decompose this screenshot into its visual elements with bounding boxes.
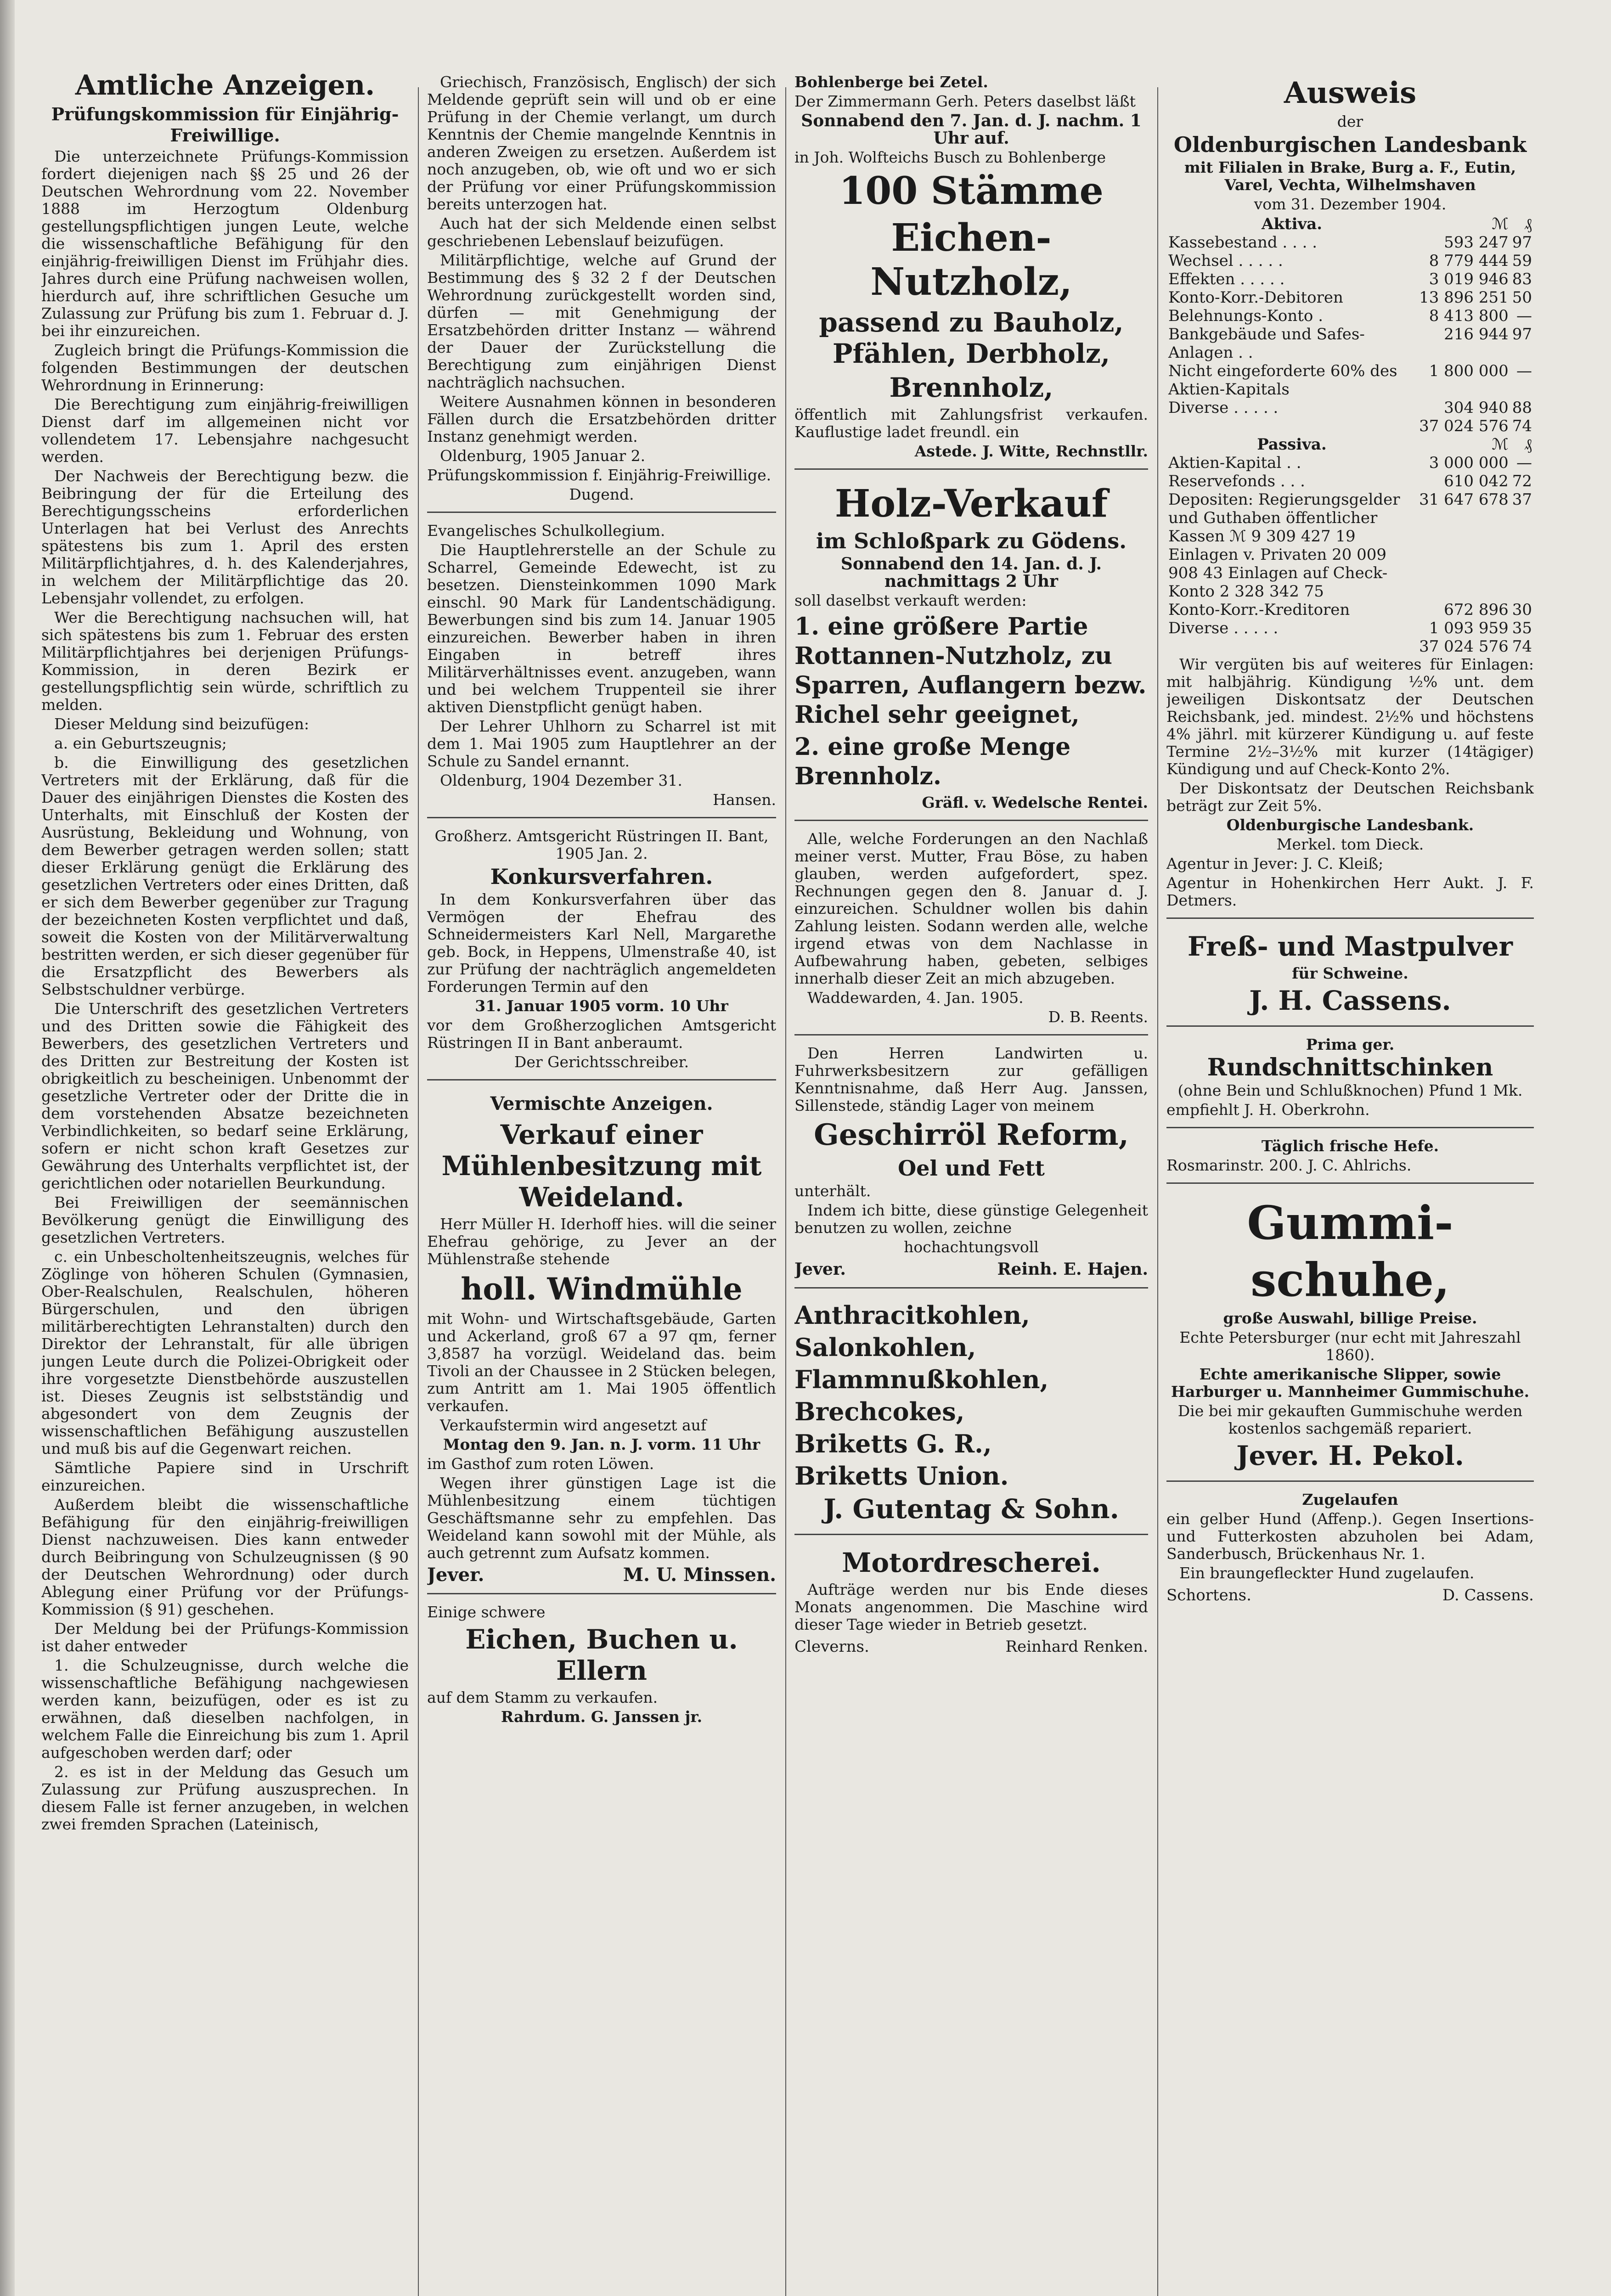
signature: Gräfl. v. Wedelsche Rentei. <box>922 793 1148 811</box>
signature-place: Jever. <box>794 1260 846 1279</box>
ad-text: der <box>1337 113 1363 130</box>
balance-row <box>1166 417 1534 435</box>
ad-holzverkauf <box>794 474 1148 821</box>
balance-pfennig: 30 <box>1512 601 1532 619</box>
aktiva-table <box>1166 215 1534 435</box>
balance-pfennig: 35 <box>1512 619 1532 637</box>
signature: J. Gutentag & Sohn. <box>823 1493 1119 1525</box>
balance-label: Wechsel . . . . . <box>1168 252 1283 270</box>
balance-mark: 31 647 678 <box>1419 490 1509 509</box>
notice-paragraph: Der Nachweis der Berechtigung bezw. die Beibringung der für die Erteilung des Berechtigungsscheins erforderlichen Unterlagen hat bei Verlust des Anrechts spätestens bis zum 1. April des ersten Militärpflichtjahres, d. h. des Kalenderjahres, in welchem der Militärpflichtige das 20. Lebensjahr vollendet, zu erfolgen. <box>41 467 409 607</box>
ad-text: Aufträge werden nur bis Ende dieses Monats angenommen. Die Maschine wird dieser Tage wieder in Betrieb gesetzt. <box>794 1581 1148 1633</box>
ad-title: Rundschnittschinken <box>1207 1053 1493 1081</box>
ad-konkurs <box>427 823 776 1080</box>
ad-highlight: Geschirröl Reform, <box>814 1118 1129 1152</box>
ad-text: im Gasthof zum roten Löwen. <box>427 1455 654 1473</box>
balance-label: Reservefonds . . . <box>1168 472 1305 490</box>
ad-title: Konkursverfahren. <box>490 864 713 889</box>
ad-text: Einige schwere <box>427 1603 546 1621</box>
ad-text: (ohne Bein und Schlußknochen) Pfund 1 Mk. <box>1177 1081 1523 1099</box>
signature-place: Jever. <box>427 1564 484 1586</box>
ad-signature <box>794 1258 1148 1281</box>
product-item: Briketts Union. <box>794 1461 1009 1491</box>
balance-pfennig: — <box>1516 362 1532 380</box>
balance-label: Kassebestand . . . . <box>1168 233 1318 252</box>
ad-highlight: passend zu Bauholz, Pfählen, Derbholz, <box>819 307 1124 369</box>
ad-text: Wir vergüten bis auf weiteres für Einlagen: mit halbjährig. Kündigung ½% unt. dem jeweiligen Diskontsatz der Deutschen Reichsbank, jed. mindest. 2½% und höchstens 4% jährl. mit kürzerer Kündigung u. auf feste Termine 2½–3½% mit kurzer (14tägiger) Kündigung und auf Check-Konto 2%. <box>1166 655 1534 778</box>
currency-pfennig: ₰ <box>1524 215 1532 233</box>
ad-heading: Bohlenberge bei Zetel. <box>794 73 988 91</box>
signature: Merkel. tom Dieck. <box>1276 835 1424 853</box>
ad-highlight: holl. Windmühle <box>461 1271 743 1307</box>
ad-text: unterhält. <box>794 1182 871 1200</box>
balance-pfennig: — <box>1516 307 1532 325</box>
ad-motordrescherei <box>794 1540 1148 1665</box>
ad-nachlass <box>794 826 1148 1035</box>
signature: Der Gerichtsschreiber. <box>514 1053 689 1071</box>
balance-pfennig: 50 <box>1512 288 1532 307</box>
balance-row <box>1166 325 1534 362</box>
notice-continuation <box>427 69 776 513</box>
ad-mastpulver <box>1166 923 1534 1027</box>
ad-text: Die Hauptlehrerstelle an der Schule zu Scharrel, Gemeinde Edewecht, ist zu besetzen. Diensteinkommen 1090 Mark einschl. 90 Mark für Landentschädigung. Bewerbungen sind bis zum 14. Januar 1905 einzureichen. Bewerber haben in ihren Eingaben in betreff ihres Militärverhältnisses event. anzugeben, wann und bei welchem Truppenteil sie ihrer aktiven Dienstpflicht genügt haben. <box>427 541 776 716</box>
balance-row <box>1166 233 1534 252</box>
balance-mark: 1 800 000 <box>1429 362 1509 380</box>
ad-item: 2. eine große Menge Brennholz. <box>794 733 1071 790</box>
ad-title: schuhe, <box>1250 1253 1450 1307</box>
balance-row <box>1166 601 1534 619</box>
balance-mark: 8 413 800 <box>1429 307 1509 325</box>
ad-schinken <box>1166 1031 1534 1128</box>
ad-text: öffentlich mit Zahlungsfrist verkaufen. Kauflustige ladet freundl. ein <box>794 405 1148 441</box>
ad-kohlen <box>794 1293 1148 1535</box>
balance-label: Depositen: Regierungsgelder und Guthaben öffentlicher Kassen ℳ 9 309 427 19 Einlagen v. Privaten 20 009 908 43 Einlagen auf Check-Konto 2 328 342 75 <box>1168 490 1400 601</box>
notice-paragraph: Außerdem bleibt die wissenschaftliche Befähigung für den einjährig-freiwilligen Dienst nachzuweisen. Dies kann entweder durch Beibringung von Schulzeugnissen (§ 90 der Deutschen Wehrordnung) oder durch Ablegung einer Prüfung vor der Prüfungs-Kommission (§ 91) geschehen. <box>41 1496 409 1618</box>
signature: Dugend. <box>569 485 634 503</box>
ad-signature <box>1166 1584 1534 1607</box>
notice-paragraph: Die unterzeichnete Prüfungs-Kommission fordert diejenigen nach §§ 25 und 26 der Deutschen Wehrordnung vom 22. November 1888 im Herzogtum Oldenburg gestellungspflichtigen jungen Leute, welche die wissenschaftliche Befähigung für den einjährig-freiwilligen Dienst im Frühjahr dies. Jahres durch eine Prüfung nachweisen wollen, hierdurch auf, ihre schriftlichen Gesuche um Zulassung zur Prüfung bis zum 1. Februar d. J. bei ihr einzureichen. <box>41 147 409 340</box>
notice-paragraph: 1. die Schulzeugnisse, durch welche die wissenschaftliche Befähigung nachgewiesen werden kann, beizufügen, oder es ist zu erwähnen, daß dieselben nachfolgen, in welchem Falle die Einreichung bis zum 1. April aufgeschoben werden darf; oder <box>41 1656 409 1761</box>
balance-mark: 216 944 <box>1444 325 1509 343</box>
ad-title: Holz-Verkauf <box>834 482 1108 526</box>
balance-date: vom 31. Dezember 1904. <box>1254 195 1447 213</box>
balance-label <box>1166 417 1417 435</box>
ad-text: Den Herren Landwirten u. Fuhrwerksbesitzern zur gefälligen Kenntnisnahme, daß Herr Aug. Janssen, Sillenstede, ständig Lager von meinem <box>794 1044 1148 1114</box>
ad-highlight: Eichen, Buchen u. Ellern <box>465 1624 738 1686</box>
ad-heading: Zugelaufen <box>1302 1491 1398 1508</box>
signature: Rahrdum. G. Janssen jr. <box>501 1708 703 1726</box>
signature: Jever. H. Pekol. <box>1236 1440 1464 1471</box>
notice-paragraph: c. ein Unbescholtenheitszeugnis, welches für Zöglinge von höheren Schulen (Gymnasien, Ober-Realschulen, Realschulen, höheren Bürgerschulen, und den übrigen militärberechtigten Lehranstalten) durch den Direktor der Lehranstalt, für alle übrigen jungen Leute durch die Polizei-Obrigkeit oder ihre vorgesetzte Dienstbehörde auszustellen ist. Dieses Zeugnis ist selbstständig und abgesondert von dem Zeugnis der wissenschaftlichen Befähigung auszustellen und muß bis auf die Gegenwart reichen. <box>41 1248 409 1458</box>
balance-row <box>1166 252 1534 270</box>
ad-text: Der Lehrer Uhlhorn zu Scharrel ist mit dem 1. Mai 1905 zum Hauptlehrer an der Schule zu Sandel ernannt. <box>427 717 776 770</box>
signature-name: D. Cassens. <box>1442 1586 1534 1604</box>
signature: empfiehlt J. H. Oberkrohn. <box>1166 1101 1370 1119</box>
signature: Hansen. <box>713 791 776 809</box>
ad-text: soll daselbst verkauft werden: <box>794 591 1027 609</box>
ad-text: ein gelber Hund (Affenp.). Gegen Insertions- und Futterkosten abzuholen bei Adam, Sanderbusch, Brückenhaus Nr. 1. <box>1166 1510 1534 1563</box>
ad-text: Alle, welche Forderungen an den Nachlaß meiner verst. Mutter, Frau Böse, zu haben glauben, werden aufgefordert, spez. Rechnungen gegen den 8. Januar d. J. einzureichen. Schuldner wollen bis dahin Zahlung leisten. Sodann werden alle, welche irgend etwas von dem Nachlasse in Aufbewahrung haben, gebeten, selbiges innerhalb dieser Zeit an mich abzugeben. <box>794 830 1148 987</box>
balance-mark: 593 247 <box>1444 233 1509 252</box>
notice-paragraph: Sämtliche Papiere sind in Urschrift einzureichen. <box>41 1459 409 1494</box>
balance-label: Diverse . . . . . <box>1168 399 1279 417</box>
signature-place: Schortens. <box>1166 1586 1251 1604</box>
notice-paragraph: Die Unterschrift des gesetzlichen Vertreters und des Dritten sowie die Fähigkeit des Bewerbers, des gesetzlichen Vertreters und des Dritten zur Bestreitung der Kosten ist obrigkeitlich zu bescheinigen. Unbenommt der gesetzliche Vertreter oder der Dritte die in dem vorstehenden Absatze bezeichneten Verbindlichkeiten, so bedarf seine Erklärung, sofern er nicht schon kraft Gesetzes zur Gewährung des Unterhalts verpflichtet ist, der gerichtlichen oder notariellen Beurkundung. <box>41 1000 409 1192</box>
ad-subtitle: Oel und Fett <box>898 1156 1045 1181</box>
column-4 <box>1166 69 1534 2296</box>
currency-pfennig: ₰ <box>1524 435 1532 454</box>
product-item: Flammnußkohlen, <box>794 1365 1049 1394</box>
balance-pfennig: 97 <box>1512 325 1532 343</box>
ad-text: vor dem Großherzoglichen Amtsgericht Rüstringen II in Bant anberaumt. <box>427 1016 776 1052</box>
ad-landesbank <box>1166 69 1534 919</box>
balance-row <box>1166 288 1534 307</box>
notice-paragraph: Die Berechtigung zum einjährig-freiwilligen Dienst darf im allgemeinen nicht vor vollendetem 17. Lebensjahre nachgesucht werden. <box>41 395 409 466</box>
notice-paragraph: Militärpflichtige, welche auf Grund der Bestimmung des § 32 2 f der Deutschen Wehrordnung zurückgestellt worden sind, dürfen — mit Genehmigung der Ersatzbehörden dritter Instanz — während der Dauer der Zurückstellung die Berechtigung zum einjährigen Dienst nachträglich nachsuchen. <box>427 251 776 391</box>
ad-hefe <box>1166 1133 1534 1184</box>
notice-paragraph: Dieser Meldung sind beizufügen: <box>54 715 310 733</box>
signature: Astede. J. Witte, Rechnstllr. <box>914 442 1148 460</box>
ad-signature <box>794 1635 1148 1658</box>
ad-title: Motordrescherei. <box>842 1547 1101 1578</box>
balance-label: Bankgebäude und Safes-Anlagen . . <box>1168 325 1365 362</box>
ad-text: in Joh. Wolfteichs Busch zu Bohlenberge <box>794 148 1106 166</box>
balance-label: Konto-Korr.-Kreditoren <box>1168 601 1350 619</box>
notice-paragraph: Weitere Ausnahmen können in besonderen Fällen durch die Ersatzbehörden dritter Instanz genehmigt werden. <box>427 393 776 445</box>
balance-pfennig: 74 <box>1512 417 1532 435</box>
ad-muehle <box>427 1085 776 1594</box>
passiva-heading: Passiva. <box>1257 435 1327 454</box>
ad-text: Die bei mir gekauften Gummischuhe werden kostenlos sachgemäß repariert. <box>1177 1402 1523 1437</box>
ad-title: Ausweis <box>1284 76 1417 110</box>
ad-text: große Auswahl, billige Preise. <box>1223 1309 1477 1327</box>
notice-paragraph: Griechisch, Französisch, Englisch) der sich Meldende geprüft sein will und ob er eine Prüfung in der Chemie verlangt, um durch Kenntnis der Chemie mangelnde Kenntnis in anderen Zweigen zu ersetzen. Außerdem ist noch anzugeben, ob, wie oft und wo er sich der Prüfung vor einer Prüfungskommission bereits unterzogen hat. <box>427 73 776 213</box>
balance-pfennig: 59 <box>1512 252 1532 270</box>
balance-mark: 672 896 <box>1444 601 1509 619</box>
place-date: Oldenburg, 1905 Januar 2. <box>440 447 646 465</box>
column-1 <box>41 69 409 2296</box>
ad-date: 31. Januar 1905 vorm. 10 Uhr <box>475 997 728 1015</box>
ad-text: Herr Müller H. Iderhoff hies. will die seiner Ehefrau gehörige, zu Jever an der Mühlenstraße stehende <box>427 1215 776 1268</box>
ad-geschirroel <box>794 1040 1148 1289</box>
ad-title: Freß- und Mastpulver <box>1187 931 1513 962</box>
newspaper-page <box>18 69 1589 2296</box>
notice-paragraph: a. ein Geburtszeugnis; <box>54 734 227 752</box>
balance-label <box>1166 637 1417 656</box>
ad-text: Verkaufstermin wird angesetzt auf <box>440 1416 707 1434</box>
balance-row <box>1166 362 1534 399</box>
balance-pfennig: 37 <box>1512 490 1532 509</box>
ad-zugelaufen <box>1166 1486 1534 1613</box>
place-date: Waddewarden, 4. Jan. 1905. <box>807 989 1024 1007</box>
ad-eichen <box>794 69 1148 470</box>
ad-item: 1. eine größere Partie Rottannen-Nutzholz, zu Sparren, Auflangern bezw. Richel sehr geeignet, <box>794 613 1147 729</box>
balance-row <box>1166 399 1534 417</box>
ad-title: Verkauf einer Mühlenbesitzung mit Weideland. <box>441 1119 762 1213</box>
notice-paragraph: Der Meldung bei der Prüfungs-Kommission ist daher entweder <box>41 1620 409 1655</box>
ad-text: Ein braungefleckter Hund zugelaufen. <box>1179 1564 1475 1582</box>
ad-org: Großherz. Amtsgericht Rüstringen II. Bant, 1905 Jan. 2. <box>434 827 769 862</box>
ad-text: Indem ich bitte, diese günstige Gelegenheit benutzen zu wollen, zeichne <box>794 1201 1148 1237</box>
balance-mark: 8 779 444 <box>1429 252 1509 270</box>
balance-row <box>1166 619 1534 637</box>
balance-mark: 13 896 251 <box>1419 288 1509 307</box>
balance-mark: 610 042 <box>1444 472 1509 490</box>
balance-pfennig: 83 <box>1512 270 1532 288</box>
ad-gummischuhe <box>1166 1188 1534 1482</box>
ad-holz <box>427 1599 776 1734</box>
signature: J. H. Cassens. <box>1249 985 1451 1016</box>
balance-mark: 37 024 576 <box>1419 637 1509 656</box>
bank-branches: mit Filialen in Brake, Burg a. F., Eutin, Varel, Vechta, Wilhelmshaven <box>1184 158 1516 194</box>
ad-text: Der Zimmermann Gerh. Peters daselbst läßt <box>794 92 1136 110</box>
notice-paragraph: Zugleich bringt die Prüfungs-Kommission die folgenden Bestimmungen der deutschen Wehrordnung in Erinnerung: <box>41 341 409 394</box>
column-rule <box>1157 87 1158 2296</box>
place-date: Oldenburg, 1904 Dezember 31. <box>440 771 682 789</box>
balance-pfennig: 72 <box>1512 472 1532 490</box>
ad-subtitle: für Schweine. <box>1292 964 1408 982</box>
ad-schulkollegium <box>427 518 776 818</box>
bank-name: Oldenburgischen Landesbank <box>1173 132 1527 157</box>
ad-text: hochachtungsvoll <box>904 1238 1039 1256</box>
agent-info: Agentur in Jever: J. C. Kleiß; <box>1166 855 1384 872</box>
page-binding-edge <box>0 0 15 2296</box>
agent-info: Agentur in Hohenkirchen Herr Aukt. J. F. Detmers. <box>1166 874 1534 909</box>
notice-title: Prüfungskommission für Einjährig-Freiwillige. <box>51 104 399 146</box>
signature: Oldenburgische Landesbank. <box>1226 816 1474 834</box>
balance-mark: 3 019 946 <box>1429 270 1509 288</box>
ad-text: mit Wohn- und Wirtschaftsgebäude, Garten und Ackerland, groß 67 a 97 qm, ferner 3,8587 ha vorzügl. Weideland das. beim Tivoli an der Chaussee in 2 Stücken belegen, zum Antritt am 1. Mai 1905 öffentlich verkaufen. <box>427 1310 776 1415</box>
balance-mark: 3 000 000 <box>1429 454 1509 472</box>
column-rule <box>785 87 786 2296</box>
notice-paragraph: Auch hat der sich Meldende einen selbst geschriebenen Lebenslauf beizufügen. <box>427 214 776 250</box>
ad-text: In dem Konkursverfahren über das Vermögen der Ehefrau des Schneidermeisters Karl Nell, Margarethe geb. Bock, in Heppens, Ulmenstraße 40, ist zur Prüfung der nachträglich angemeldeten Forderungen Termin auf den <box>427 890 776 996</box>
balance-label: Diverse . . . . . <box>1168 619 1279 637</box>
ad-date: Sonnabend den 14. Jan. d. J. nachmittags 2 Uhr <box>840 554 1102 591</box>
ad-text: auf dem Stamm zu verkaufen. <box>427 1688 658 1706</box>
currency-mark: ℳ <box>1492 435 1509 454</box>
ad-heading: Täglich frische Hefe. <box>1261 1137 1439 1155</box>
balance-row <box>1166 454 1534 472</box>
balance-label: Nicht eingeforderte 60% des Aktien-Kapitals <box>1168 362 1397 399</box>
product-item: Brechcokes, <box>794 1397 965 1426</box>
ad-text: Der Diskontsatz der Deutschen Reichsbank beträgt zur Zeit 5%. <box>1166 779 1534 815</box>
balance-row <box>1166 270 1534 288</box>
balance-mark: 1 093 959 <box>1429 619 1509 637</box>
notice-paragraph: Bei Freiwilligen der seemännischen Bevölkerung genügt die Einwilligung des gesetzlichen Vertreters. <box>41 1193 409 1246</box>
ad-signature <box>427 1564 776 1587</box>
product-item: Anthracitkohlen, <box>794 1300 1030 1330</box>
balance-label: Konto-Korr.-Debitoren <box>1168 288 1343 307</box>
ad-highlight: Brennholz, <box>889 372 1053 403</box>
balance-row <box>1166 490 1534 601</box>
balance-pfennig: 74 <box>1512 637 1532 656</box>
aktiva-heading: Aktiva. <box>1261 215 1323 233</box>
ad-highlight: 100 Stämme <box>839 169 1104 213</box>
ad-heading: Prima ger. <box>1306 1035 1395 1053</box>
balance-row <box>1166 637 1534 656</box>
currency-mark: ℳ <box>1492 215 1509 233</box>
balance-row <box>1166 472 1534 490</box>
balance-mark: 37 024 576 <box>1419 417 1509 435</box>
column-2 <box>427 69 776 2296</box>
notice-paragraph: b. die Einwilligung des gesetzlichen Vertreters mit der Erklärung, daß für die Dauer des einjährigen Dienstes die Kosten des Unterhalts, mit Einschluß der Kosten der Ausrüstung, Bekleidung und Wohnung, von dem Bewerber getragen werden sollen; statt dieser Erklärung genügt die Erklärung des gesetzlichen Vertreters oder eines Dritten, daß er sich dem Bewerber gegenüber zur Tragung der bezeichneten Kosten verpflichtet und daß, soweit die Kosten von der Militärverwaltung bestritten werden, er sich dieser gegenüber für die Ersatzpflicht des Bewerbers als Selbstschuldner verbürge. <box>41 754 409 998</box>
balance-pfennig: — <box>1516 454 1532 472</box>
balance-row <box>1166 307 1534 325</box>
balance-label: Belehnungs-Konto . <box>1168 307 1323 325</box>
product-item: Salonkohlen, <box>794 1333 976 1362</box>
notice-body <box>41 148 409 1833</box>
signature-name: Reinh. E. Hajen. <box>997 1260 1148 1279</box>
section-heading: Amtliche Anzeigen. <box>75 69 375 101</box>
section-heading: Vermischte Anzeigen. <box>490 1093 713 1114</box>
ad-subtitle: im Schloßpark zu Gödens. <box>816 529 1127 553</box>
ad-title: Gummi- <box>1247 1196 1453 1250</box>
ad-text: Wegen ihrer günstigen Lage ist die Mühlenbesitzung einem tüchtigen Geschäftsmanne sehr zu empfehlen. Das Weideland kann sowohl mit der Mühle, als auch getrennt zum Aufsatz kommen. <box>427 1474 776 1562</box>
signature-name: Reinhard Renken. <box>1005 1638 1148 1656</box>
passiva-table <box>1166 435 1534 656</box>
ad-org: Evangelisches Schulkollegium. <box>427 522 665 540</box>
signature: Prüfungskommission f. Einjährig-Freiwillige. <box>427 466 772 484</box>
ad-text: Echte amerikanische Slipper, sowie Harburger u. Mannheimer Gummischuhe. <box>1171 1365 1530 1401</box>
signature-place: Cleverns. <box>794 1638 869 1656</box>
balance-label: Aktien-Kapital . . <box>1168 454 1301 472</box>
ad-date: Montag den 9. Jan. n. J. vorm. 11 Uhr <box>443 1435 760 1453</box>
balance-pfennig: 88 <box>1512 399 1532 417</box>
balance-mark: 304 940 <box>1444 399 1509 417</box>
ad-text: Rosmarinstr. 200. J. C. Ahlrichs. <box>1166 1156 1412 1174</box>
ad-date: Sonnabend den 7. Jan. d. J. nachm. 1 Uhr auf. <box>801 111 1142 148</box>
notice-paragraph: Wer die Berechtigung nachsuchen will, hat sich spätestens bis zum 1. Februar des ersten Militärpflichtjahres bei derjenigen Prüfungs-Kommission, in deren Bezirk er gestellungspflichtig sein würde, schriftlich zu melden. <box>41 608 409 714</box>
ad-text: Echte Petersburger (nur echt mit Jahreszahl 1860). <box>1179 1328 1521 1364</box>
signature-name: M. U. Minssen. <box>623 1564 776 1586</box>
balance-pfennig: 97 <box>1512 233 1532 252</box>
column-3 <box>794 69 1148 2296</box>
product-item: Briketts G. R., <box>794 1429 992 1458</box>
ad-highlight: Eichen-Nutzholz, <box>870 216 1072 304</box>
notice-paragraph: 2. es ist in der Meldung das Gesuch um Zulassung zur Prüfung auszusprechen. In diesem Falle ist ferner anzugeben, in welchen zwei fremden Sprachen (Lateinisch, <box>41 1763 409 1833</box>
column-rule <box>418 87 419 2296</box>
signature: D. B. Reents. <box>1048 1008 1148 1026</box>
balance-label: Effekten . . . . . <box>1168 270 1285 288</box>
